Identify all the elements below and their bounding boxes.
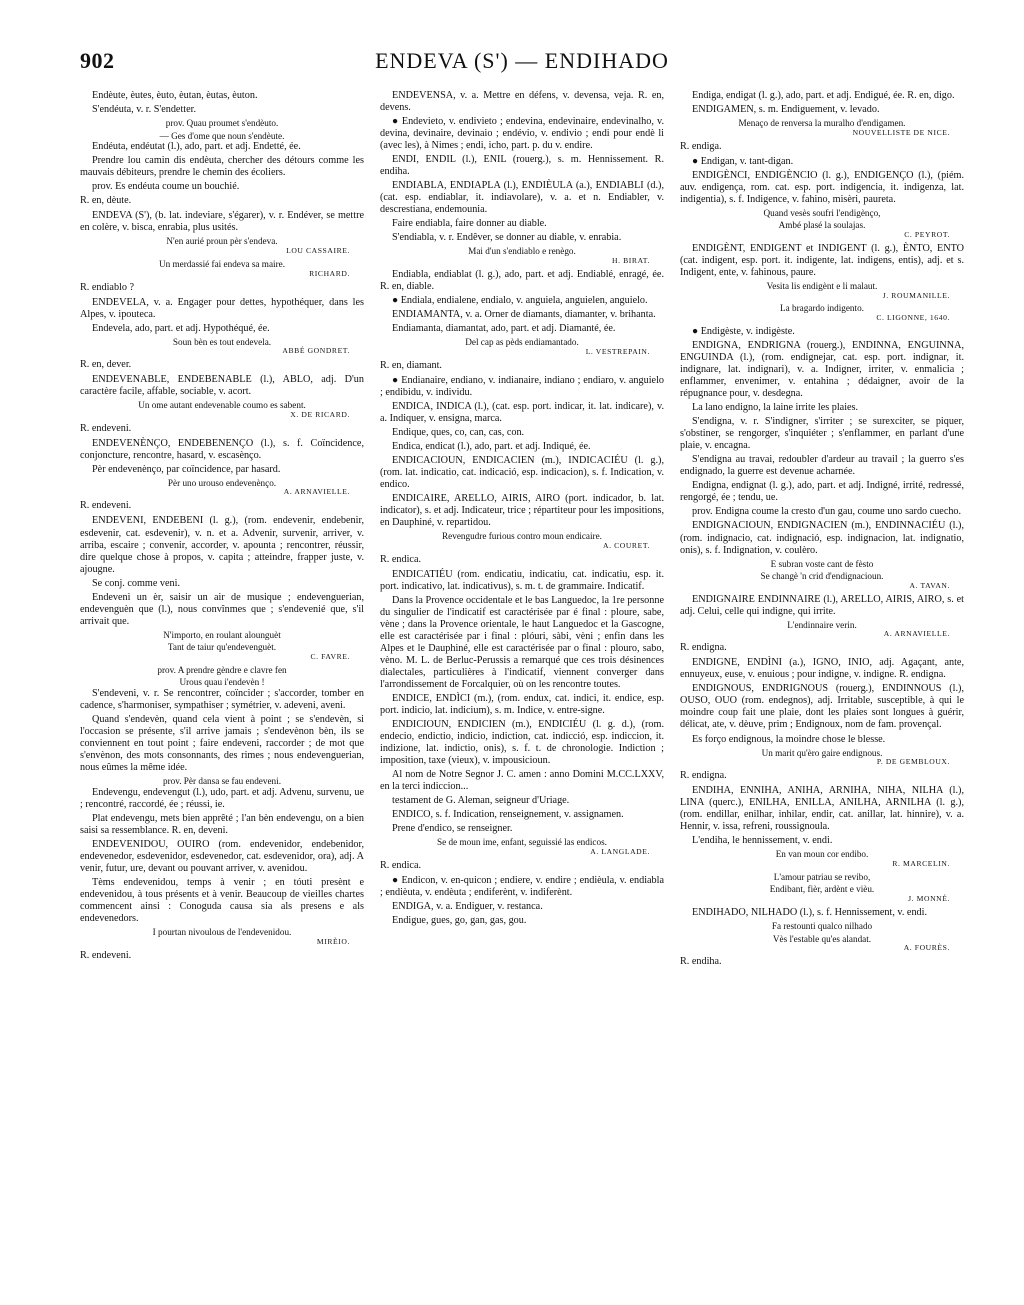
dictionary-author: A. COURET. bbox=[603, 540, 650, 550]
dictionary-entry: Endevengu, endevengut (l.), udo, part. et adj. Advenu, survenu, ue ; rencontré, raccordé, ée ; réussi, ie. bbox=[80, 786, 364, 810]
dictionary-entry: ENDICAIRE, ARELLO, AIRIS, AIRO (port. indicador, b. lat. indicator), s. et adj. Indicateur, trice ; répartiteur pour les impositions, en Dauphiné, v. repartidou. bbox=[380, 492, 664, 528]
dictionary-entry: Endigue, gues, go, gan, gas, gou. bbox=[392, 914, 527, 926]
text-columns bbox=[80, 90, 964, 1290]
dictionary-entry: ENDEVENABLE, ENDEBENABLE (l.), ABLO, adj. D'un caractère facile, affable, sociable, v. acort. bbox=[80, 374, 364, 398]
dictionary-entry: Endica, endicat (l.), ado, part. et adj. Indiqué, ée. bbox=[392, 440, 591, 452]
dictionary-ref: R. endica. bbox=[380, 553, 422, 565]
dictionary-entry: prov. Es endéuta coume un bouchié. bbox=[92, 181, 240, 193]
dictionary-author: ABBÉ GONDRET. bbox=[282, 346, 350, 356]
dictionary-author: A. TAVAN. bbox=[909, 580, 950, 590]
dictionary-ref: R. en, dèute. bbox=[80, 195, 132, 207]
dictionary-entry: Endéuta, endéutat (l.), ado, part. et adj. Endetté, ée. bbox=[92, 141, 301, 153]
dictionary-entry: S'endigna, v. r. S'indigner, s'irriter ; se surexciter, se piquer, s'obstiner, se rengorger, s'inquiéter ; s'enflammer, en parlant d'une plaie, v. encagna. bbox=[680, 416, 964, 452]
dictionary-author: J. ROUMANILLE. bbox=[882, 290, 950, 300]
dictionary-entry: Endèute, èutes, èuto, èutan, èutas, èuton. bbox=[92, 90, 258, 101]
dictionary-quote: prov. A prendre gèndre e clavre fen bbox=[157, 664, 287, 675]
dictionary-ref: R. endeveni. bbox=[80, 422, 132, 434]
dictionary-ref: R. endiablo ? bbox=[80, 281, 135, 293]
dictionary-quote: En van moun cor endibo. bbox=[775, 849, 869, 860]
dictionary-quote: Tant de taiur qu'endevenguèt. bbox=[167, 642, 277, 653]
dictionary-entry: Endiamanta, diamantat, ado, part. et adj. Diamanté, ée. bbox=[392, 323, 616, 335]
dictionary-entry: ENDEVELA, v. a. Engager pour dettes, hypothéquer, dans les Alpes, v. ipouteca. bbox=[80, 296, 364, 320]
dictionary-ref: R. endigna. bbox=[680, 770, 727, 782]
dictionary-author: NOUVELLISTE DE NICE. bbox=[852, 127, 950, 137]
dictionary-entry: S'endéuta, v. r. S'endetter. bbox=[92, 104, 197, 116]
dictionary-quote: Revengudre furious contro moun endicaire. bbox=[442, 531, 602, 541]
dictionary-entry: prov. Endigna coume la cresto d'un gau, coume uno sardo cuecho. bbox=[692, 506, 962, 518]
column-middle bbox=[380, 90, 664, 1290]
column-right bbox=[680, 90, 964, 1290]
dictionary-entry: ● Endianaire, endiano, v. indianaire, indiano ; endiaro, v. anguielo ; endibidu, v. individu. bbox=[380, 374, 664, 398]
page-title: ENDEVA (S') — ENDIHADO bbox=[375, 48, 669, 73]
dictionary-ref: R. en, diamant. bbox=[380, 359, 442, 371]
dictionary-entry: Plat endevengu, mets bien apprêté ; l'an bèn endevengu, on a bien saisi sa ressemblance. R. en, deveni. bbox=[80, 812, 364, 836]
dictionary-quote: Urous quau i'endevèn ! bbox=[179, 677, 265, 688]
dictionary-ref: R. endiga. bbox=[680, 140, 722, 152]
dictionary-quote: Se changè 'n crid d'endignacioun. bbox=[760, 571, 884, 582]
dictionary-author: A. ARNAVIELLE. bbox=[883, 629, 950, 639]
dictionary-quote: Se de moun ime, enfant, seguissié las endicos. bbox=[437, 837, 607, 848]
dictionary-author: MIRÈIO. bbox=[316, 936, 350, 946]
dictionary-entry: S'endigna au travai, redoubler d'ardeur au travail ; la guerro s'es endignado, la guerre est devenue acharnée. bbox=[680, 454, 964, 478]
dictionary-quote: Vesita lis endigènt e li malaut. bbox=[766, 280, 878, 291]
dictionary-entry: ENDIGÈNCI, ENDIGÈNCIO (l. g.), ENDIGENÇO (l.), (piém. auv. endigença, rom. cat. esp. port. indigencia, it. indigenza, lat. indigentia), s. f. Indigence, v. fahino, misèri, paureta. bbox=[680, 169, 964, 205]
dictionary-quote: Un ome autant endevenable coumo es sabent. bbox=[138, 400, 306, 411]
dictionary-entry: ● Endigan, v. tant-digan. bbox=[692, 155, 794, 167]
dictionary-entry: La lano endigno, la laine irrite les plaies. bbox=[692, 402, 859, 414]
dictionary-entry: ENDEVENSA, v. a. Mettre en défens, v. devensa, veja. R. en, devens. bbox=[380, 90, 664, 114]
dictionary-entry: ● Endevieto, v. endivieto ; endevina, endevinaire, endevinalho, v. devina, devinaire, devinaio ; endévio, v. endivio ; endi pour endè li (avec les), à Nimes ; endi, icho, part. p. du v. endire. bbox=[380, 116, 664, 152]
dictionary-author: J. MONNÉ. bbox=[908, 893, 950, 903]
dictionary-entry: Prendre lou camin dis endèuta, chercher des détours comme les mauvais débiteurs, prendre le chemin des écoliers. bbox=[80, 155, 364, 179]
dictionary-entry: ENDIAMANTA, v. a. Orner de diamants, diamanter, v. brihanta. bbox=[392, 309, 656, 320]
dictionary-author: X. DE RICARD. bbox=[290, 409, 350, 419]
dictionary-entry: Endiabla, endiablat (l. g.), ado, part. et adj. Endiablé, enragé, ée. R. en, diable. bbox=[380, 268, 664, 292]
dictionary-author: L. VESTREPAIN. bbox=[585, 346, 650, 356]
dictionary-author: LOU CASSAIRE. bbox=[286, 246, 350, 256]
dictionary-entry: ● Endiala, endialene, endialo, v. anguiela, anguielen, anguielo. bbox=[392, 294, 648, 306]
dictionary-entry: Quand s'endevèn, quand cela vient à point ; se s'endevèn, si l'occasion se présente, s'il arrive jamais ; s'endevènon bèn, ils se conviennent en tout point ; faire endeveni, raccorder ; de mot que s'envènon, des mots consonnants, des rimes ; nous endevenguerian, nous eûmes la même idée. bbox=[80, 714, 364, 774]
dictionary-entry: Endigna, endignat (l. g.), ado, part. et adj. Indigné, irrité, redressé, rengorgé, ée ; tendu, ue. bbox=[680, 480, 964, 504]
dictionary-author: H. BIRAT. bbox=[612, 255, 650, 265]
dictionary-entry: Tèms endevenidou, temps à venir ; en tóuti presènt e endevenidou, à tous présents et à venir. Beaucoup de vieilles chartes commencent ainsi : Conoguda causa sia als presens e als endevenedors. bbox=[80, 877, 364, 925]
dictionary-entry: Pèr endevenènço, par coïncidence, par hasard. bbox=[92, 463, 281, 475]
dictionary-author: C. LIGONNE, 1640. bbox=[876, 313, 950, 323]
dictionary-quote: Mai d'un s'endiablo e renègo. bbox=[468, 246, 576, 257]
dictionary-author: A. LANGLADE. bbox=[590, 846, 650, 856]
column-left bbox=[80, 90, 364, 1290]
dictionary-entry: Prene d'endico, se renseigner. bbox=[392, 823, 513, 835]
dictionary-entry: ENDICACIOUN, ENDICACIEN (m.), INDICACIÉU (l. g.), (rom. lat. indicatio, cat. indicació, esp. indicacion), s. f. Indication, v. endico. bbox=[380, 454, 664, 490]
dictionary-entry: ENDICIOUN, ENDICIEN (m.), ENDICIÉU (l. g. d.), (rom. endecio, endictio, indicio, indiction, cat. indicció, esp. indiccion, it. indizione, lat. indictio, onis), s. f. t. de chronologie. Indiction ; imposition, taxe (vieux), v. impousicioun. bbox=[380, 718, 664, 767]
dictionary-ref: R. endeveni. bbox=[80, 500, 132, 512]
dictionary-quote: N'importo, en roulant alounguèt bbox=[163, 629, 281, 640]
dictionary-entry: Es forço endignous, la moindre chose le blesse. bbox=[692, 733, 886, 745]
dictionary-entry: ● Endicon, v. en-quicon ; endiere, v. endire ; endièula, v. endiabla ; endièuta, v. endèuta ; endiferènt, v. indiferènt. bbox=[380, 874, 664, 898]
dictionary-entry: ENDIGNA, ENDRIGNA (rouerg.), ENDINNA, ENGUINNA, ENGUINDA (l.), (rom. endignejar, cat. esp. port. indignar, it. indignare, lat. indignari), v. a. Indigner, irriter, v. enmalicia ; enflammer, envenimer, v. entahina ; dédaigner, avoir de la répugnance pour, v. desdegna. bbox=[680, 340, 964, 400]
dictionary-entry: ENDIGÈNT, ENDIGENT et INDIGENT (l. g.), ÈNTO, ENTO (cat. indigent, esp. port. it. indigente, lat. indigens, entis), adj. et s. Indigent, ente, v. fahinous, paure. bbox=[680, 242, 964, 278]
dictionary-ref: R. endica. bbox=[380, 859, 422, 871]
dictionary-entry: ENDIGNAIRE ENDINNAIRE (l.), ARELLO, AIRIS, AIRO, s. et adj. Celui, celle qui indigne, qui irrite. bbox=[680, 593, 964, 617]
dictionary-entry: ENDICA, INDICA (l.), (cat. esp. port. indicar, it. lat. indicare), v. a. Indiquer, v. ensigna, marca. bbox=[380, 400, 664, 424]
dictionary-quote: I pourtan nivoulous de l'endevenidou. bbox=[152, 927, 292, 938]
dictionary-quote: Pèr uno urouso endevenènço. bbox=[167, 477, 277, 488]
dictionary-quote: Del cap as pèds endiamantado. bbox=[465, 337, 579, 348]
dictionary-quote: Un merdassié fai endeva sa maire. bbox=[158, 258, 286, 269]
dictionary-author: R. MARCELIN. bbox=[892, 858, 950, 868]
dictionary-entry: ENDEVENI, ENDEBENI (l. g.), (rom. endevenir, endebenir, esdevenir, cat. esdevenir), v. n. et a. Advenir, survenir, arriver, v. arriba, escaire ; convenir, accorder, v. apounta ; rencontrer, réussir, dire quelque chose à propos, v. capita ; atteindre, frapper juste, v. ajougne. bbox=[80, 515, 364, 575]
dictionary-quote: Endibant, fièr, ardènt e vièu. bbox=[769, 884, 875, 895]
dictionary-quote: — Ges d'ome que noun s'endèute. bbox=[159, 130, 285, 141]
dictionary-quote: Un marit qu'èro gaire endignous. bbox=[761, 747, 883, 758]
dictionary-entry: ENDIGNE, ENDÌNI (a.), IGNO, INIO, adj. Agaçant, ante, ennuyeux, euse, v. enuious ; pour indigne, v. indigne. R. endigna. bbox=[680, 657, 964, 681]
dictionary-entry: L'endiha, le hennissement, v. endi. bbox=[692, 835, 833, 847]
dictionary-quote: Menaço de renversa la muralho d'endigamen. bbox=[738, 118, 906, 129]
dictionary-ref: R. endigna. bbox=[680, 642, 727, 654]
dictionary-entry: ● Endigèste, v. indigèste. bbox=[692, 326, 795, 338]
dictionary-entry: ENDICO, s. f. Indication, renseignement, v. assignamen. bbox=[392, 809, 624, 821]
dictionary-ref: R. endiha. bbox=[680, 956, 722, 968]
dictionary-quote: L'endinnaire verin. bbox=[787, 619, 857, 630]
dictionary-entry: ENDEVENIDOU, OUIRO (rom. endevenidor, endebenidor, endevenedor, esdevenidor, esdevenedor, cat. esdevenidor, ora), adj. A venir, futur, ure, devant ou pouvant arriver, v. avenidou. bbox=[80, 838, 364, 874]
dictionary-entry: Al nom de Notre Segnor J. C. amen : anno Domini M.CC.LXXV, en la terci indiccion... bbox=[380, 769, 664, 793]
dictionary-entry: Faire endiabla, faire donner au diable. bbox=[392, 218, 547, 230]
dictionary-ref: R. en, dever. bbox=[80, 359, 132, 371]
dictionary-author: A. FOURÈS. bbox=[903, 943, 950, 953]
dictionary-entry: Endevela, ado, part. et adj. Hypothéqué, ée. bbox=[92, 322, 270, 334]
dictionary-entry: ENDIGNACIOUN, ENDIGNACIEN (m.), ENDINNACIÉU (l.), (rom. indignacio, cat. indignació, esp. indignacion, lat. indignatio, onis), s. f. Indignation, v. coulèro. bbox=[680, 520, 964, 556]
dictionary-entry: ENDEVA (S'), (b. lat. indeviare, s'égarer), v. r. Endéver, se mettre en colère, v. bisca, enrabia, plus usités. bbox=[80, 210, 364, 234]
dictionary-entry: Dans la Provence occidentale et le bas Languedoc, la 1re personne du singulier de l'indicatif est caractérisée par é final : ploure, sabe, vène ; dans la Provence orientale, le haut Languedoc et la Gascogne, elle est caractérisée par i final : plóuri, sàbi, vèni ; enfin dans les Alpes et le Dauphiné, elle est caractérisée par o final : plouro, sabo, vèno. M. L. de Berluc-Perussis a remarqué que ces trois désinences dialectales, particulières à l'indicatif, viennent converger dans l'arrondissement de Forcalquier, où on les rencontre toutes. bbox=[380, 594, 664, 690]
dictionary-quote: E subran voste cant de fèsto bbox=[770, 558, 874, 569]
dictionary-author: RICHARD. bbox=[309, 268, 350, 278]
dictionary-ref: R. endeveni. bbox=[80, 949, 132, 961]
dictionary-entry: ENDIGAMEN, s. m. Endiguement, v. levado. bbox=[692, 104, 880, 116]
dictionary-quote: N'en aurié proun pèr s'endeva. bbox=[166, 236, 278, 247]
dictionary-entry: S'endiabla, v. r. Endêver, se donner au diable, v. enrabia. bbox=[392, 232, 622, 244]
dictionary-author: C. FAVRE. bbox=[310, 651, 350, 661]
dictionary-entry: Endique, ques, co, can, cas, con. bbox=[392, 426, 525, 438]
dictionary-entry: Endeveni un èr, saisir un air de musique ; endevenguerian, endevenguèn que (l.), nous convînmes que ; s'endevenié que, s'il arrivait que. bbox=[80, 591, 364, 627]
dictionary-entry: Endiga, endigat (l. g.), ado, part. et adj. Endigué, ée. R. en, digo. bbox=[692, 90, 955, 101]
dictionary-quote: prov. Pèr dansa se fau endeveni. bbox=[162, 776, 282, 787]
dictionary-entry: ENDIABLA, ENDIAPLA (l.), ENDIÈULA (a.), ENDIABLI (d.), (cat. esp. endiablar, it. indiavolare), v. a. et n. Endiabler, v. descrestiana, endemounia. bbox=[380, 180, 664, 216]
dictionary-quote: Quand vesès soufri l'endigènço, bbox=[763, 207, 881, 218]
dictionary-author: P. DE GEMBLOUX. bbox=[876, 757, 950, 767]
dictionary-quote: Fa restounti qualco nilhado bbox=[771, 920, 873, 931]
dictionary-entry: ENDIHADO, NILHADO (l.), s. f. Hennissement, v. endi. bbox=[692, 906, 928, 918]
dictionary-entry: testament de G. Aleman, seigneur d'Uriage. bbox=[392, 795, 570, 807]
dictionary-entry: S'endeveni, v. r. Se rencontrer, coïncider ; s'accorder, tomber en cadence, s'harmoniser, sympathiser ; symétrier, v. adeveni, aveni. bbox=[80, 688, 364, 712]
dictionary-entry: ENDIGNOUS, ENDRIGNOUS (rouerg.), ENDINNOUS (l.), OUSO, OUO (rom. endegnos), adj. Irritable, susceptible, à qui le moindre coup fait une plaie, dont les plaies sont longues à guérir, délicat, ate, v. dèuve, prim ; Endignoux, nom de fam. provençal. bbox=[680, 683, 964, 731]
dictionary-entry: ENDEVENÈNÇO, ENDEBENENÇO (l.), s. f. Coïncidence, conjoncture, rencontre, hasard, v. escasènço. bbox=[80, 437, 364, 461]
page-number: 902 bbox=[80, 48, 115, 73]
dictionary-entry: Se conj. comme veni. bbox=[92, 577, 180, 589]
dictionary-entry: ENDICE, ENDÌCI (m.), (rom. endux, cat. indici, it. endice, esp. port. indicio, lat. indicium), s. m. Indice, v. entre-signe. bbox=[380, 692, 664, 716]
dictionary-quote: L'amour patriau se revibo, bbox=[773, 871, 871, 882]
dictionary-quote: Vès l'estable qu'es alandat. bbox=[772, 933, 872, 944]
dictionary-entry: ENDICATIÉU (rom. endicatiu, indicatiu, cat. indicatiu, esp. it. port. indicativo, lat. indicativus), s. m. t. de grammaire. Indicatif. bbox=[380, 568, 664, 592]
dictionary-quote: Soun bèn es tout endevela. bbox=[172, 336, 272, 347]
dictionary-entry: ENDI, ENDIL (l.), ENIL (rouerg.), s. m. Hennissement. R. endiha. bbox=[380, 154, 664, 178]
dictionary-entry: ENDIGA, v. a. Endiguer, v. restanca. bbox=[392, 900, 543, 912]
dictionary-quote: La bragardo indigento. bbox=[780, 303, 864, 314]
dictionary-quote: Ambé plasé la soulajas. bbox=[778, 220, 866, 231]
dictionary-entry: ENDIHA, ENNIHA, ANIHA, ARNIHA, NIHA, NILHA (l.), LINA (querc.), ENILHA, ENILLA, ANILHA, ARNILHA (l. g.), (rom. endillar, enilhar, inhilar, endir, cat. anillar, lat. hinnire), v. a. Hennir, v. issa, refreni, roussignoula. bbox=[680, 785, 964, 833]
page-header bbox=[80, 48, 964, 84]
dictionary-quote: prov. Quau proumet s'endèuto. bbox=[165, 118, 279, 129]
dictionary-author: C. PEYROT. bbox=[904, 229, 950, 239]
dictionary-author: A. ARNAVIELLE. bbox=[283, 487, 350, 497]
